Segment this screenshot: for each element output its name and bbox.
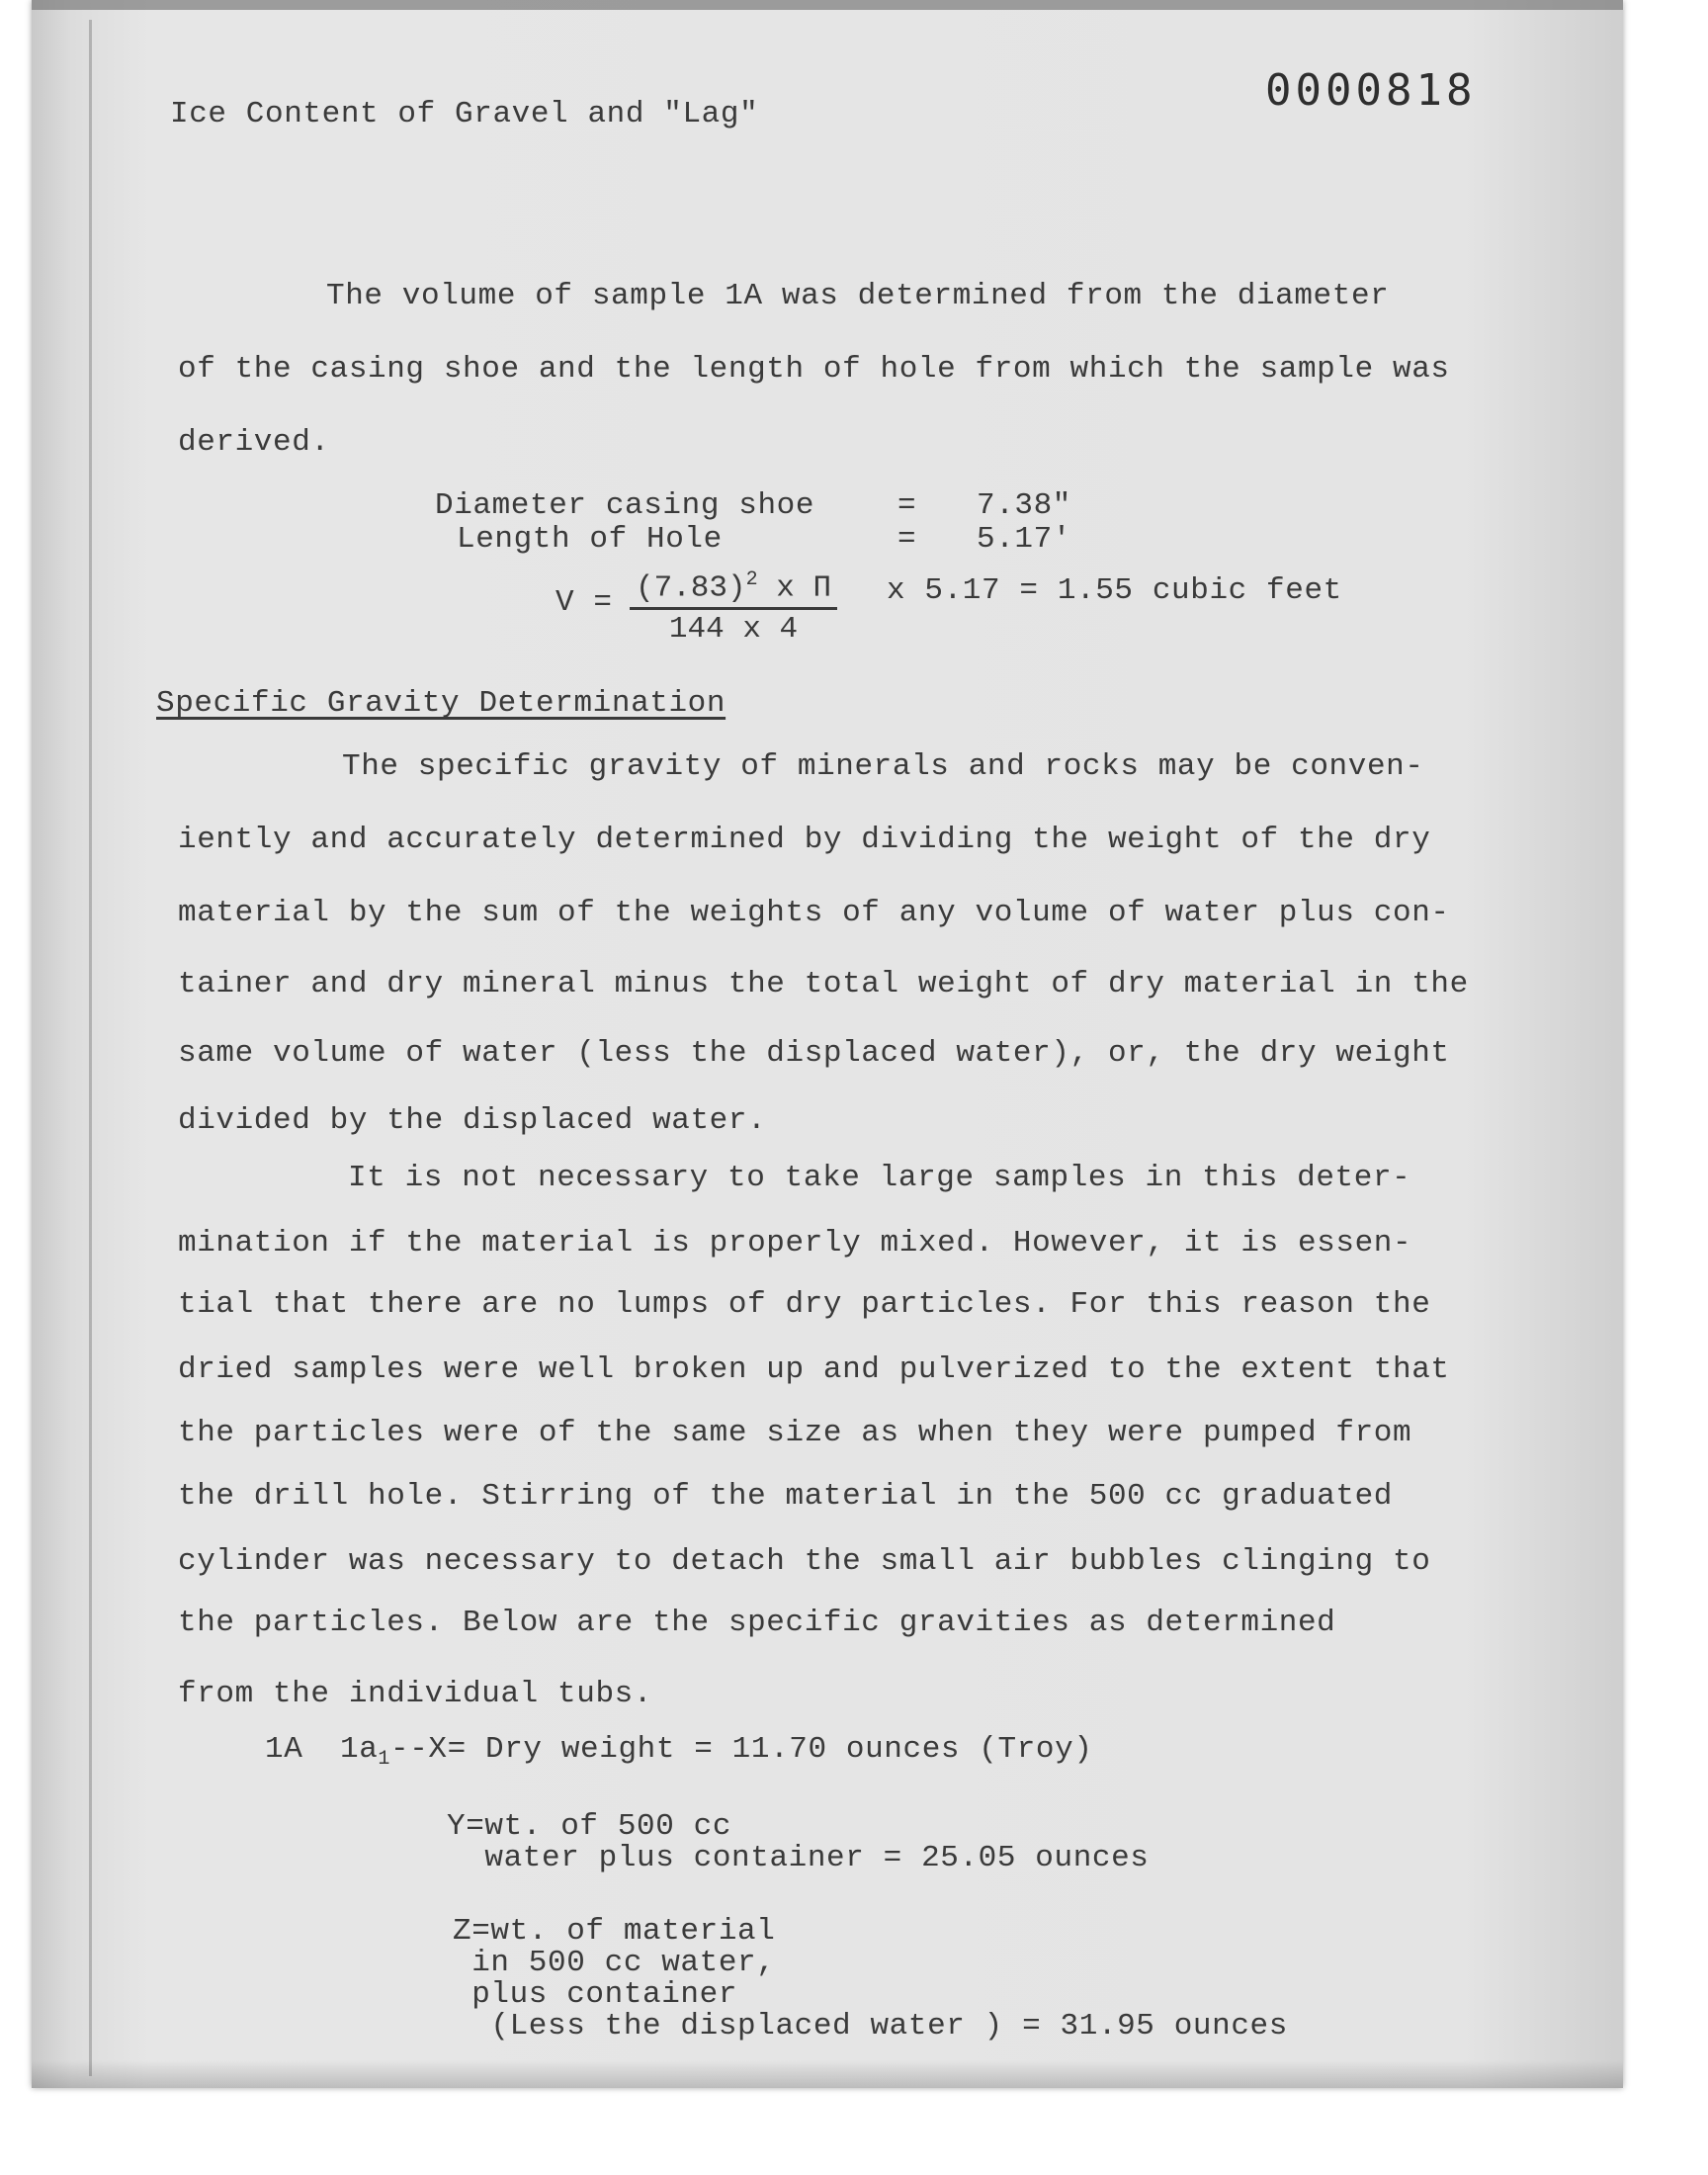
sample-z-line: plus container xyxy=(453,1977,738,2012)
paragraph-line: tial that there are no lumps of dry particles. For this reason the xyxy=(178,1287,1431,1322)
numerator-exponent: 2 xyxy=(745,568,758,591)
paragraph-line: iently and accurately determined by dividing the weight of the dry xyxy=(178,823,1431,857)
paragraph-line: from the individual tubs. xyxy=(178,1677,653,1711)
paragraph-line: The specific gravity of minerals and rocks may be conven- xyxy=(342,749,1424,784)
document-page xyxy=(32,0,1623,2088)
numerator-rest: x Π xyxy=(757,570,832,606)
paragraph-line: cylinder was necessary to detach the small air bubbles clinging to xyxy=(178,1544,1431,1579)
paragraph-line: divided by the displaced water. xyxy=(178,1103,767,1138)
paragraph-line: mination if the material is properly mixed. However, it is essen- xyxy=(178,1226,1412,1261)
sample-x-line xyxy=(340,1732,1093,1771)
paragraph-line: material by the sum of the weights of any volume of water plus con- xyxy=(178,896,1450,930)
paragraph-line: the particles were of the same size as when they were pumped from xyxy=(178,1416,1412,1450)
numerator-base: (7.83) xyxy=(636,570,746,606)
sample-z-line: in 500 cc water, xyxy=(453,1946,776,1980)
document-title: Ice Content of Gravel and "Lag" xyxy=(170,97,759,131)
formula-denominator: 144 x 4 xyxy=(668,612,799,648)
page-top-edge xyxy=(32,0,1623,10)
paragraph-line: the particles. Below are the specific gravities as determined xyxy=(178,1606,1336,1640)
intro-line: The volume of sample 1A was determined from the diameter xyxy=(326,279,1390,313)
paragraph-line: the drill hole. Stirring of the material in the 500 cc graduated xyxy=(178,1479,1393,1514)
formula-rhs: x 5.17 = 1.55 cubic feet xyxy=(887,573,1342,608)
measurement-eq: = xyxy=(897,488,917,523)
formula-fraction xyxy=(630,568,837,647)
formula-numerator xyxy=(630,568,837,610)
measurement-label: Diameter casing shoe xyxy=(435,488,815,523)
sample-sub-index: 1 xyxy=(378,1748,391,1772)
paragraph-line: It is not necessary to take large samples in this deter- xyxy=(348,1161,1411,1195)
intro-line: of the casing shoe and the length of hole from which the sample was xyxy=(178,352,1450,387)
sample-z-line: Z=wt. of material xyxy=(453,1914,776,1949)
sample-y-line: water plus container = 25.05 ounces xyxy=(447,1841,1150,1875)
intro-line: derived. xyxy=(178,425,330,460)
paragraph-line: dried samples were well broken up and pulverized to the extent that xyxy=(178,1352,1450,1387)
measurement-label: Length of Hole xyxy=(457,522,723,557)
measurement-value: 7.38" xyxy=(977,488,1072,523)
measurement-value: 5.17' xyxy=(977,522,1072,557)
paragraph-line: same volume of water (less the displaced water), or, the dry weight xyxy=(178,1036,1450,1071)
sample-x-text: --X= Dry weight = 11.70 ounces (Troy) xyxy=(390,1732,1093,1767)
section-heading: Specific Gravity Determination xyxy=(156,686,726,721)
paragraph-line: tainer and dry mineral minus the total weight of dry material in the xyxy=(178,967,1469,1001)
formula-lhs: V = xyxy=(555,585,613,620)
sample-sub-base: 1a xyxy=(340,1732,379,1767)
measurement-eq: = xyxy=(897,522,917,557)
sample-id: 1A xyxy=(265,1732,303,1767)
sample-y-line: Y=wt. of 500 cc xyxy=(447,1809,732,1844)
document-stamp-number: 0000818 xyxy=(1265,65,1477,116)
sample-z-line: (Less the displaced water ) = 31.95 ounces xyxy=(453,2009,1288,2044)
